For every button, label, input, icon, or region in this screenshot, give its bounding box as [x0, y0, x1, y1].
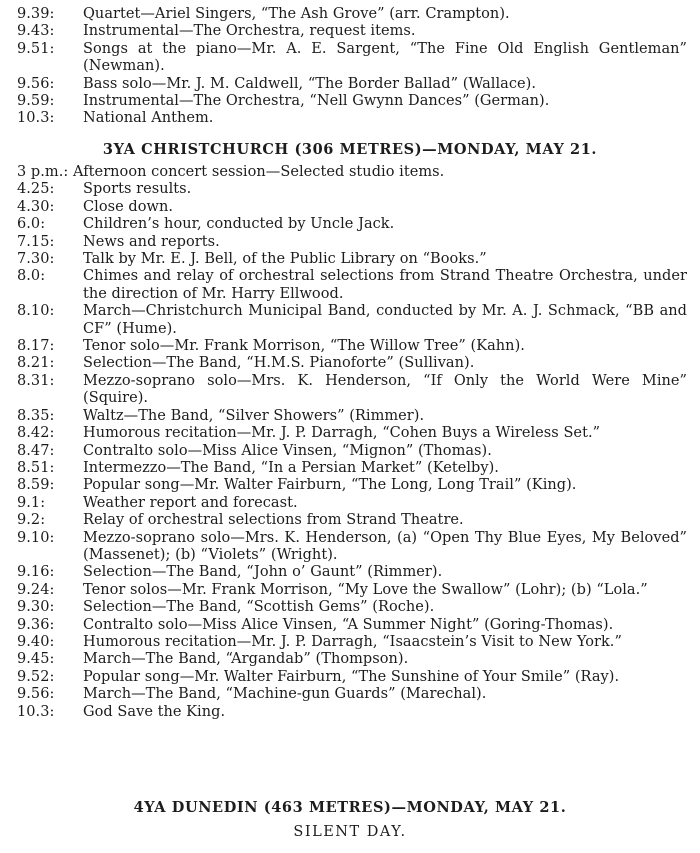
item-description: Quartet—Ariel Singers, “The Ash Grove” (arr. Crampton). [83, 6, 510, 22]
item-time: 8.0: [17, 268, 46, 285]
programme-item [17, 303, 687, 338]
item-description: Mezzo-soprano solo—Mrs. K. Henderson, (a) “Open Thy Blue Eyes, My Beloved” (Massenet); (b) “Violets” (Wright). [83, 529, 687, 563]
programme-item [17, 23, 687, 40]
item-description: March—The Band, “Argandab” (Thompson). [83, 651, 409, 668]
station-programme-3ya [0, 164, 687, 721]
programme-item [17, 41, 687, 76]
item-time: 9.45: [17, 651, 55, 668]
programme-item [17, 338, 687, 355]
programme-item [17, 477, 687, 494]
item-time: 9.40: [17, 633, 55, 650]
item-time: 9.2: [17, 512, 46, 529]
item-description: Sports results. [83, 181, 192, 198]
programme-item [17, 76, 687, 93]
item-description: March—The Band, “Machine-gun Guards” (Marechal). [83, 686, 487, 703]
item-description: Instrumental—The Orchestra, “Nell Gwynn Dances” (German). [83, 93, 550, 110]
programme-item [17, 634, 687, 651]
programme-item [17, 408, 687, 425]
item-description: Songs at the piano—Mr. A. E. Sargent, “The Fine Old English Gentleman” (Newman). [83, 40, 687, 75]
programme-item [17, 6, 687, 23]
item-time: 10.3: [17, 703, 55, 720]
item-time: 8.42: [17, 425, 55, 442]
item-description: Weather report and forecast. [83, 494, 298, 511]
item-time: 8.17: [17, 338, 55, 355]
programme-item [17, 234, 687, 251]
item-time: 9.56: [17, 686, 55, 703]
programme-item [17, 268, 687, 303]
programme-item [17, 181, 687, 198]
item-description: Selection—The Band, “Scottish Gems” (Roche). [83, 599, 435, 616]
item-description: Contralto solo—Miss Alice Vinsen, “Mignon” (Thomas). [83, 442, 492, 459]
item-description: God Save the King. [83, 703, 226, 720]
item-description: Chimes and relay of orchestral selections from Strand Theatre Orchestra, under the direction of Mr. Harry Ellwood. [83, 268, 687, 302]
item-time: 8.10: [17, 303, 55, 320]
station-heading-4ya: 4YA DUNEDIN (463 METRES)—MONDAY, MAY 21. [133, 799, 567, 816]
item-description: Relay of orchestral selections from Strand Theatre. [83, 512, 464, 529]
item-description: Children’s hour, conducted by Uncle Jack. [83, 216, 395, 233]
item-time: 3 p.m.: [17, 164, 69, 180]
item-description: Contralto solo—Miss Alice Vinsen, “A Summer Night” (Goring-Thomas). [83, 616, 614, 633]
item-time: 7.15: [17, 233, 55, 250]
programme-item [17, 373, 687, 408]
programme-item [17, 599, 687, 616]
item-time: 9.52: [17, 668, 55, 685]
item-time: 8.35: [17, 407, 55, 424]
item-time: 4.25: [17, 181, 55, 198]
programme-item [17, 651, 687, 668]
item-time: 8.51: [17, 459, 55, 476]
item-time: 9.39: [17, 6, 55, 22]
programme-item [17, 530, 687, 565]
programme-item [17, 425, 687, 442]
item-description: Selection—The Band, “H.M.S. Pianoforte” (Sullivan). [83, 355, 475, 372]
item-time: 8.21: [17, 355, 55, 372]
station-heading-3ya: 3YA CHRISTCHURCH (306 METRES)—MONDAY, MAY 21. [102, 141, 598, 158]
item-time: 7.30: [17, 251, 55, 268]
programme-item [17, 460, 687, 477]
item-description: Close down. [83, 198, 174, 215]
item-description: Humorous recitation—Mr. J. P. Darragh, “Cohen Buys a Wireless Set.” [83, 425, 601, 442]
item-description: Mezzo-soprano solo—Mrs. K. Henderson, “If Only the World Were Mine” (Squire). [83, 372, 687, 407]
item-time: 8.59: [17, 477, 55, 494]
item-description: Tenor solos—Mr. Frank Morrison, “My Love the Swallow” (Lohr); (b) “Lola.” [83, 581, 648, 598]
item-description: Humorous recitation—Mr. J. P. Darragh, “Isaacstein’s Visit to New York.” [83, 633, 622, 650]
item-description: Selection—The Band, “John o’ Gaunt” (Rimmer). [83, 564, 443, 581]
programme-intro [17, 164, 687, 181]
item-description: Intermezzo—The Band, “In a Persian Market” (Ketelby). [83, 459, 499, 476]
previous-station-programme [0, 6, 687, 128]
programme-item [17, 110, 687, 127]
item-time: 8.47: [17, 442, 55, 459]
item-description: Tenor solo—Mr. Frank Morrison, “The Willow Tree” (Kahn). [83, 338, 525, 355]
programme-item [17, 704, 687, 721]
programme-item [17, 216, 687, 233]
item-description: Talk by Mr. E. J. Bell, of the Public Library on “Books.” [83, 251, 487, 268]
programme-item [17, 443, 687, 460]
item-time: 8.31: [17, 372, 55, 389]
item-description: Bass solo—Mr. J. M. Caldwell, “The Border Ballad” (Wallace). [83, 75, 537, 92]
item-description: Popular song—Mr. Walter Fairburn, “The Sunshine of Your Smile” (Ray). [83, 668, 620, 685]
item-description: Popular song—Mr. Walter Fairburn, “The Long, Long Trail” (King). [83, 477, 577, 494]
item-description: March—Christchurch Municipal Band, conducted by Mr. A. J. Schmack, “BB and CF” (Hume). [83, 303, 687, 337]
item-time: 9.30: [17, 599, 55, 616]
programme-item [17, 251, 687, 268]
item-time: 9.1: [17, 494, 46, 511]
programme-item [17, 564, 687, 581]
item-description: Instrumental—The Orchestra, request items. [83, 23, 416, 40]
item-time: 9.56: [17, 75, 55, 92]
programme-item [17, 686, 687, 703]
item-time: 9.24: [17, 581, 55, 598]
item-time: 10.3: [17, 110, 55, 127]
programme-item [17, 582, 687, 599]
programme-item [17, 355, 687, 372]
item-description: News and reports. [83, 233, 220, 250]
item-time: 9.43: [17, 23, 55, 40]
programme-item [17, 512, 687, 529]
item-description: Waltz—The Band, “Silver Showers” (Rimmer). [83, 407, 425, 424]
silent-day-note: SILENT DAY. [293, 824, 407, 840]
item-description: Afternoon concert session—Selected studio items. [73, 164, 445, 180]
programme-item [17, 617, 687, 634]
programme-item [17, 669, 687, 686]
item-time: 9.36: [17, 616, 55, 633]
item-time: 4.30: [17, 198, 55, 215]
programme-item [17, 199, 687, 216]
item-time: 9.59: [17, 93, 55, 110]
item-time: 6.0: [17, 216, 46, 233]
programme-item [17, 93, 687, 110]
item-description: National Anthem. [83, 110, 214, 127]
item-time: 9.10: [17, 529, 55, 546]
programme-item [17, 495, 687, 512]
item-time: 9.51: [17, 40, 55, 57]
item-time: 9.16: [17, 564, 55, 581]
